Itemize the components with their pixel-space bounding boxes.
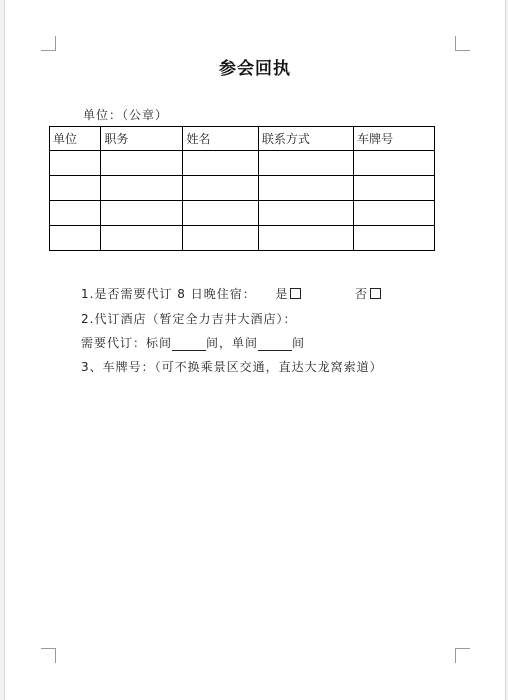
table-cell[interactable] [183, 151, 258, 176]
document-title: 参会回执 [219, 59, 291, 79]
table-cell[interactable] [50, 151, 101, 176]
table-cell[interactable] [50, 226, 101, 251]
option-no-label: 否 [355, 287, 369, 301]
table-cell[interactable] [258, 151, 353, 176]
option-yes-label: 是 [275, 287, 289, 301]
corner-mark-top-left [41, 36, 56, 51]
header-position: 职务 [101, 127, 183, 151]
table-cell[interactable] [354, 176, 435, 201]
table-header-row [50, 127, 435, 151]
document-page [4, 0, 506, 700]
corner-mark-bottom-right [455, 648, 470, 663]
attendee-table [49, 126, 435, 251]
corner-mark-top-right [455, 36, 470, 51]
table-row [50, 151, 435, 176]
table-row [50, 226, 435, 251]
header-name: 姓名 [183, 127, 258, 151]
table-cell[interactable] [258, 201, 353, 226]
checkbox-yes[interactable] [290, 288, 301, 299]
question-accommodation-text: 1.是否需要代订 8 日晚住宿： [81, 287, 256, 301]
booking-unit-label-2: 间 [292, 336, 306, 350]
table-cell[interactable] [50, 176, 101, 201]
table-cell[interactable] [50, 201, 101, 226]
question-plate: 3、车牌号：（可不换乘景区交通，直达大龙窝索道） [81, 360, 383, 374]
table-cell[interactable] [258, 176, 353, 201]
header-contact: 联系方式 [258, 127, 353, 151]
single-room-count-blank[interactable] [258, 336, 292, 351]
table-cell[interactable] [101, 151, 183, 176]
table-cell[interactable] [354, 226, 435, 251]
header-plate: 车牌号 [354, 127, 435, 151]
unit-seal-label: 单位：（公章） [83, 108, 169, 122]
table-cell[interactable] [101, 226, 183, 251]
checkbox-no[interactable] [370, 288, 381, 299]
standard-room-count-blank[interactable] [172, 336, 206, 351]
table-cell[interactable] [183, 226, 258, 251]
header-unit: 单位 [50, 127, 101, 151]
table-cell[interactable] [183, 201, 258, 226]
table-cell[interactable] [354, 151, 435, 176]
booking-unit-label: 间，单间 [206, 336, 259, 350]
corner-mark-bottom-left [41, 648, 56, 663]
table-cell[interactable] [101, 201, 183, 226]
table-cell[interactable] [354, 201, 435, 226]
table-cell[interactable] [183, 176, 258, 201]
table-row [50, 176, 435, 201]
booking-need-label: 需要代订：标间 [81, 336, 173, 350]
table-cell[interactable] [101, 176, 183, 201]
question-accommodation [81, 285, 381, 302]
table-row [50, 201, 435, 226]
hotel-booking-line [81, 334, 305, 351]
table-cell[interactable] [258, 226, 353, 251]
question-hotel: 2.代订酒店（暂定全力吉井大酒店）： [81, 312, 297, 326]
